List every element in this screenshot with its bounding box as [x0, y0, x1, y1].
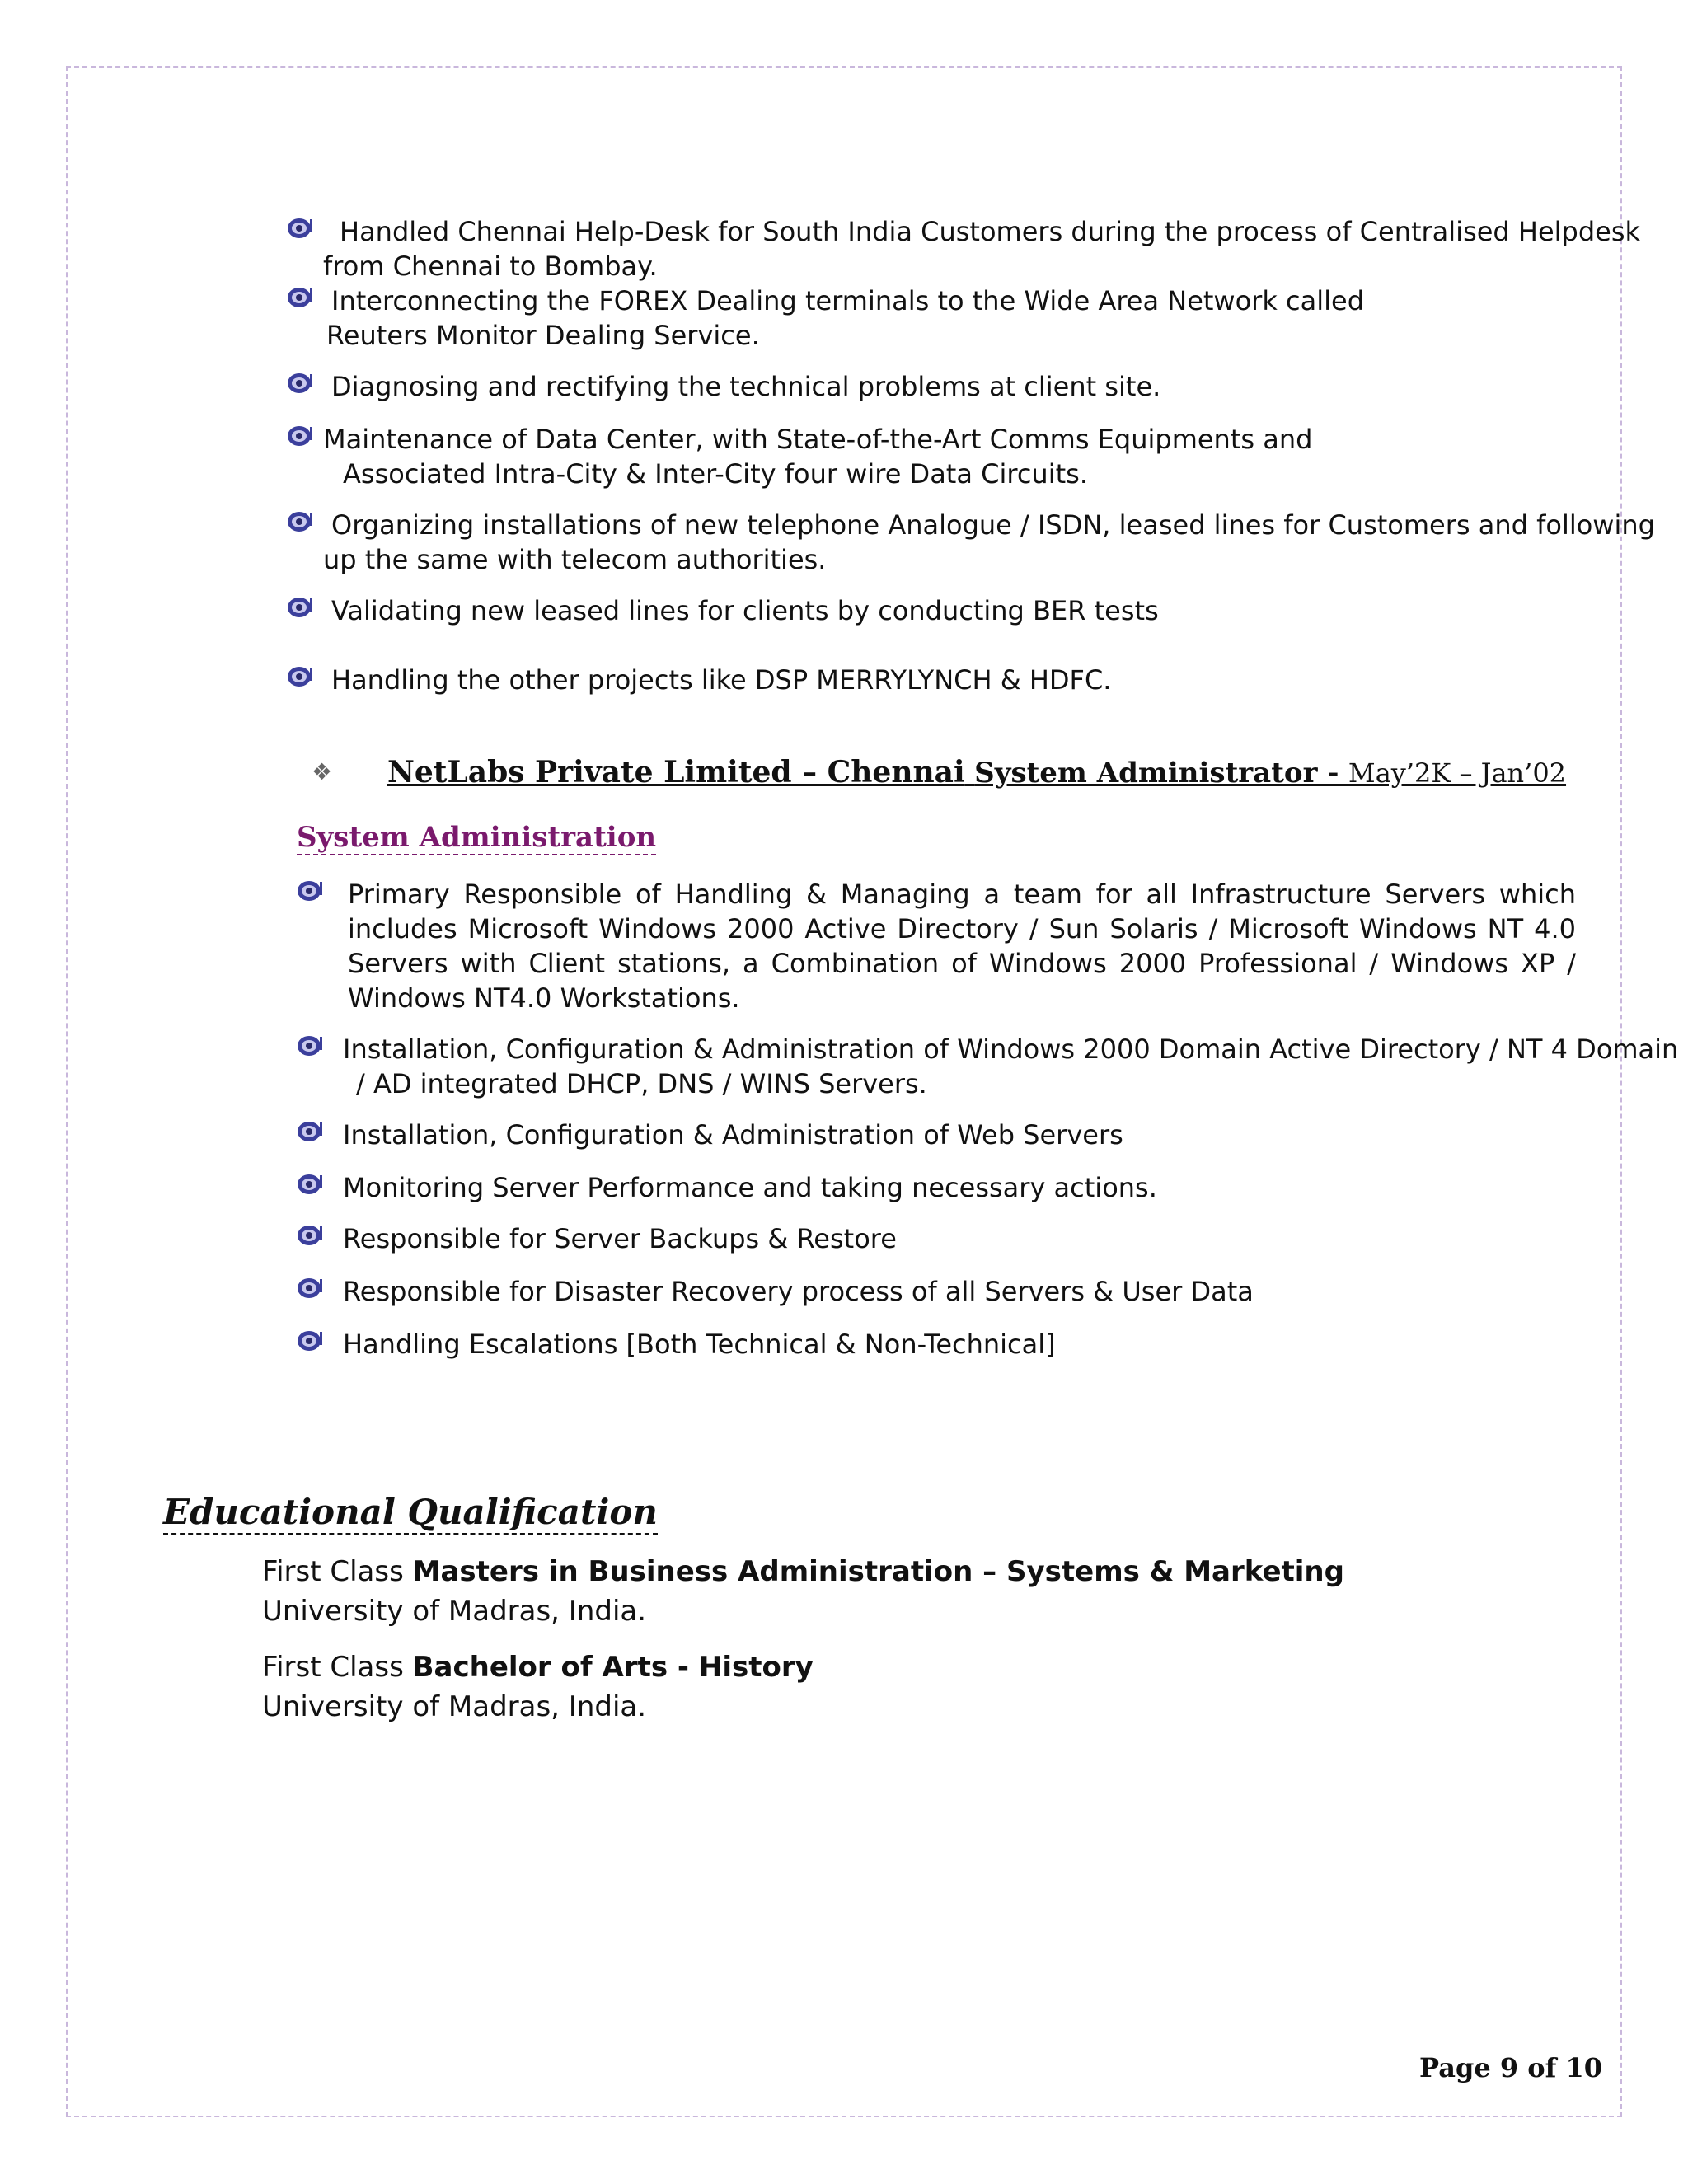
list-item: Handling the other projects like DSP MERRYLYNCH & HDFC. [331, 664, 1112, 696]
job-heading [387, 755, 1566, 790]
diamond-bullet-icon: ❖ [312, 758, 333, 785]
education-degree [262, 1648, 814, 1686]
globe-bullet-icon [285, 424, 316, 448]
globe-bullet-icon [285, 595, 316, 620]
list-item-continued: up the same with telecom authorities. [323, 544, 827, 575]
education-institution: University of Madras, India. [262, 1690, 647, 1723]
globe-bullet-icon [285, 509, 316, 534]
globe-bullet-icon [285, 664, 316, 689]
globe-bullet-icon [295, 1172, 326, 1197]
list-item: Handled Chennai Help-Desk for South India Customers during the process of Centralised Helpdesk [340, 216, 1641, 247]
section-title: System Administration [297, 821, 657, 854]
list-item: Installation, Configuration & Administration of Web Servers [343, 1119, 1123, 1151]
list-item: Installation, Configuration & Administration of Windows 2000 Domain Active Directory / NT 4 Domain [343, 1033, 1679, 1065]
list-item: Responsible for Disaster Recovery process of all Servers & User Data [343, 1276, 1254, 1307]
globe-bullet-icon [285, 216, 316, 241]
globe-bullet-icon [295, 1033, 326, 1058]
degree-prefix: First Class [262, 1555, 413, 1588]
page-number: Page 9 of 10 [1419, 2052, 1602, 2083]
globe-bullet-icon [295, 879, 326, 903]
job-period: May’2K – Jan’02 [1348, 757, 1567, 789]
globe-bullet-icon [295, 1276, 326, 1301]
degree-prefix: First Class [262, 1651, 413, 1684]
list-item: Primary Responsible of Handling & Managing a team for all Infrastructure Servers which includes Microsoft Windows 2000 Active Directory / Sun Solaris / Microsoft Windows NT 4.0 Servers with Client stations, a Combination of Windows 2000 Professional / Windows XP / Windows NT4.0 Workstations. [348, 879, 1576, 1014]
list-item-continued: Reuters Monitor Dealing Service. [326, 320, 760, 351]
list-item: Interconnecting the FOREX Dealing terminals to the Wide Area Network called [331, 285, 1365, 316]
list-item: Validating new leased lines for clients by conducting BER tests [331, 595, 1159, 626]
company-name: NetLabs Private Limited – Chennai [387, 755, 965, 790]
globe-bullet-icon [295, 1223, 326, 1248]
list-item-continued: Associated Intra-City & Inter-City four wire Data Circuits. [343, 458, 1088, 490]
list-item: Responsible for Server Backups & Restore [343, 1223, 897, 1254]
education-institution: University of Madras, India. [262, 1595, 647, 1628]
job-role: System Administrator - [974, 757, 1339, 790]
degree-title: Masters in Business Administration – Systems & Marketing [412, 1555, 1344, 1588]
list-item: Maintenance of Data Center, with State-of-the-Art Comms Equipments and [323, 424, 1313, 455]
list-item-continued: / AD integrated DHCP, DNS / WINS Servers. [356, 1068, 927, 1099]
list-item: Monitoring Server Performance and taking necessary actions. [343, 1172, 1157, 1203]
list-item-continued: from Chennai to Bombay. [323, 251, 658, 282]
globe-bullet-icon [285, 371, 316, 396]
list-item: Diagnosing and rectifying the technical problems at client site. [331, 371, 1161, 402]
globe-bullet-icon [295, 1329, 326, 1353]
globe-bullet-icon [285, 285, 316, 310]
education-degree [262, 1553, 1344, 1591]
globe-bullet-icon [295, 1119, 326, 1144]
list-item: Organizing installations of new telephone Analogue / ISDN, leased lines for Customers and following [331, 509, 1655, 541]
education-heading: Educational Qualification [163, 1492, 658, 1535]
degree-title: Bachelor of Arts - History [412, 1651, 814, 1684]
list-item: Handling Escalations [Both Technical & Non-Technical] [343, 1329, 1056, 1360]
